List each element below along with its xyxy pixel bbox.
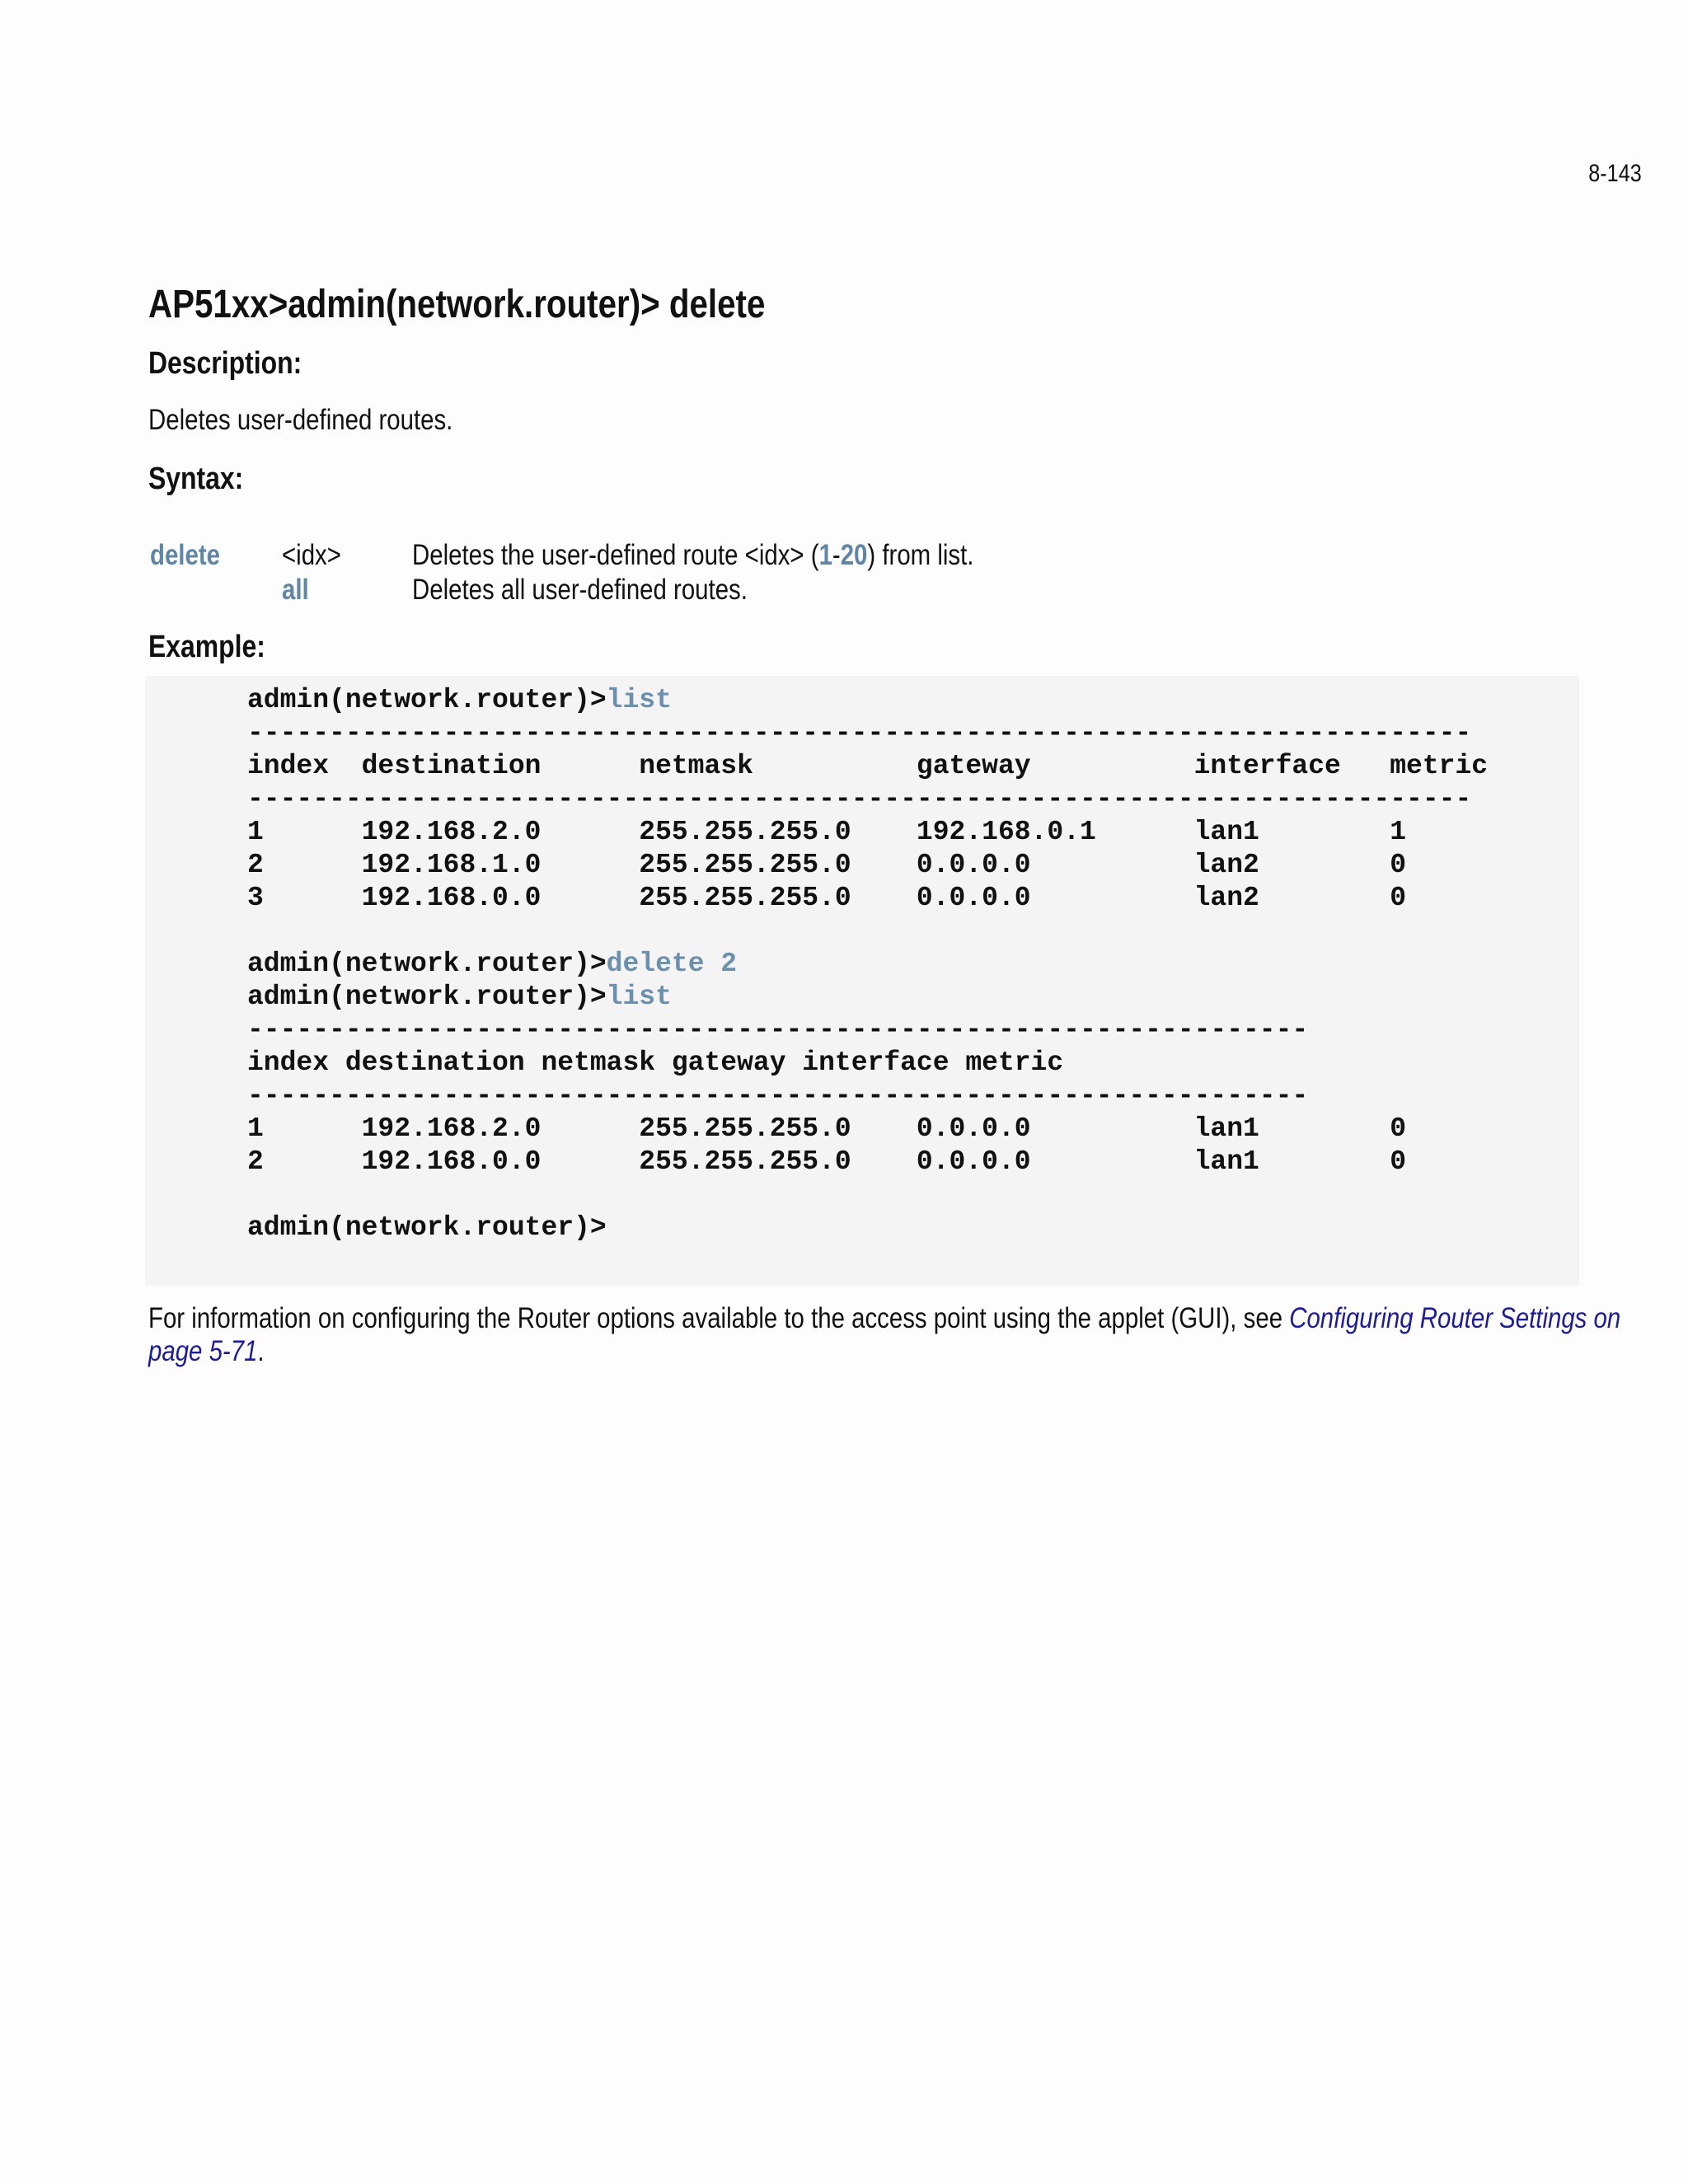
page-title: AP51xx>admin(network.router)> delete bbox=[148, 283, 766, 326]
syntax-arg-idx: <idx> bbox=[282, 539, 341, 571]
command-list: list bbox=[606, 685, 672, 715]
footer-text: For information on configuring the Router options available to the access point using the applet (GUI), see bbox=[148, 1302, 1290, 1334]
syntax-arg-all: all bbox=[282, 574, 309, 606]
syntax-desc-idx-suffix: ) from list. bbox=[867, 539, 974, 571]
range-end: 20 bbox=[840, 539, 868, 571]
code-separator: --------------------------------------------------------------------------- bbox=[247, 718, 1472, 748]
syntax-heading: Syntax: bbox=[148, 462, 244, 496]
code-table-row: 2 192.168.1.0 255.255.255.0 0.0.0.0 lan2 0 bbox=[247, 850, 1407, 880]
code-prompt-list-1 bbox=[247, 684, 672, 717]
code-table-row: 2 192.168.0.0 255.255.255.0 0.0.0.0 lan1 0 bbox=[247, 1146, 1407, 1177]
code-separator: ----------------------------------------------------------------- bbox=[247, 1080, 1309, 1111]
range-separator: - bbox=[832, 539, 841, 571]
code-table-row: 3 192.168.0.0 255.255.255.0 0.0.0.0 lan2 0 bbox=[247, 883, 1407, 913]
description-text: Deletes user-defined routes. bbox=[148, 404, 453, 436]
code-table-row: 1 192.168.2.0 255.255.255.0 0.0.0.0 lan1 0 bbox=[247, 1113, 1407, 1144]
footer-end: . bbox=[257, 1335, 265, 1367]
command-list: list bbox=[606, 982, 672, 1012]
page-number: 8-143 bbox=[1588, 160, 1642, 187]
syntax-desc-idx-prefix: Deletes the user-defined route <idx> ( bbox=[412, 539, 819, 571]
prompt: admin(network.router)> bbox=[247, 982, 607, 1012]
example-heading: Example: bbox=[148, 630, 265, 664]
syntax-desc-all: Deletes all user-defined routes. bbox=[412, 574, 748, 606]
code-prompt-final: admin(network.router)> bbox=[247, 1212, 607, 1243]
code-prompt-list-2 bbox=[247, 981, 672, 1014]
range-start: 1 bbox=[818, 539, 832, 571]
description-heading: Description: bbox=[148, 346, 302, 381]
code-prompt-delete bbox=[247, 948, 737, 981]
syntax-command: delete bbox=[150, 539, 220, 571]
prompt: admin(network.router)> bbox=[247, 685, 607, 715]
footer-paragraph bbox=[148, 1302, 1637, 1368]
cross-reference-link[interactable]: Configuring Router Settings on page 5-71 bbox=[148, 1302, 1621, 1367]
code-separator: --------------------------------------------------------------------------- bbox=[247, 784, 1472, 814]
code-table-header: index destination netmask gateway interface metric bbox=[247, 751, 1489, 781]
code-separator: ----------------------------------------------------------------- bbox=[247, 1015, 1309, 1045]
prompt: admin(network.router)> bbox=[247, 949, 607, 979]
command-delete: delete 2 bbox=[606, 949, 738, 979]
code-table-header: index destination netmask gateway interface metric bbox=[247, 1047, 1064, 1078]
code-table-row: 1 192.168.2.0 255.255.255.0 192.168.0.1 lan1 1 bbox=[247, 817, 1407, 847]
syntax-desc-idx bbox=[412, 539, 973, 572]
